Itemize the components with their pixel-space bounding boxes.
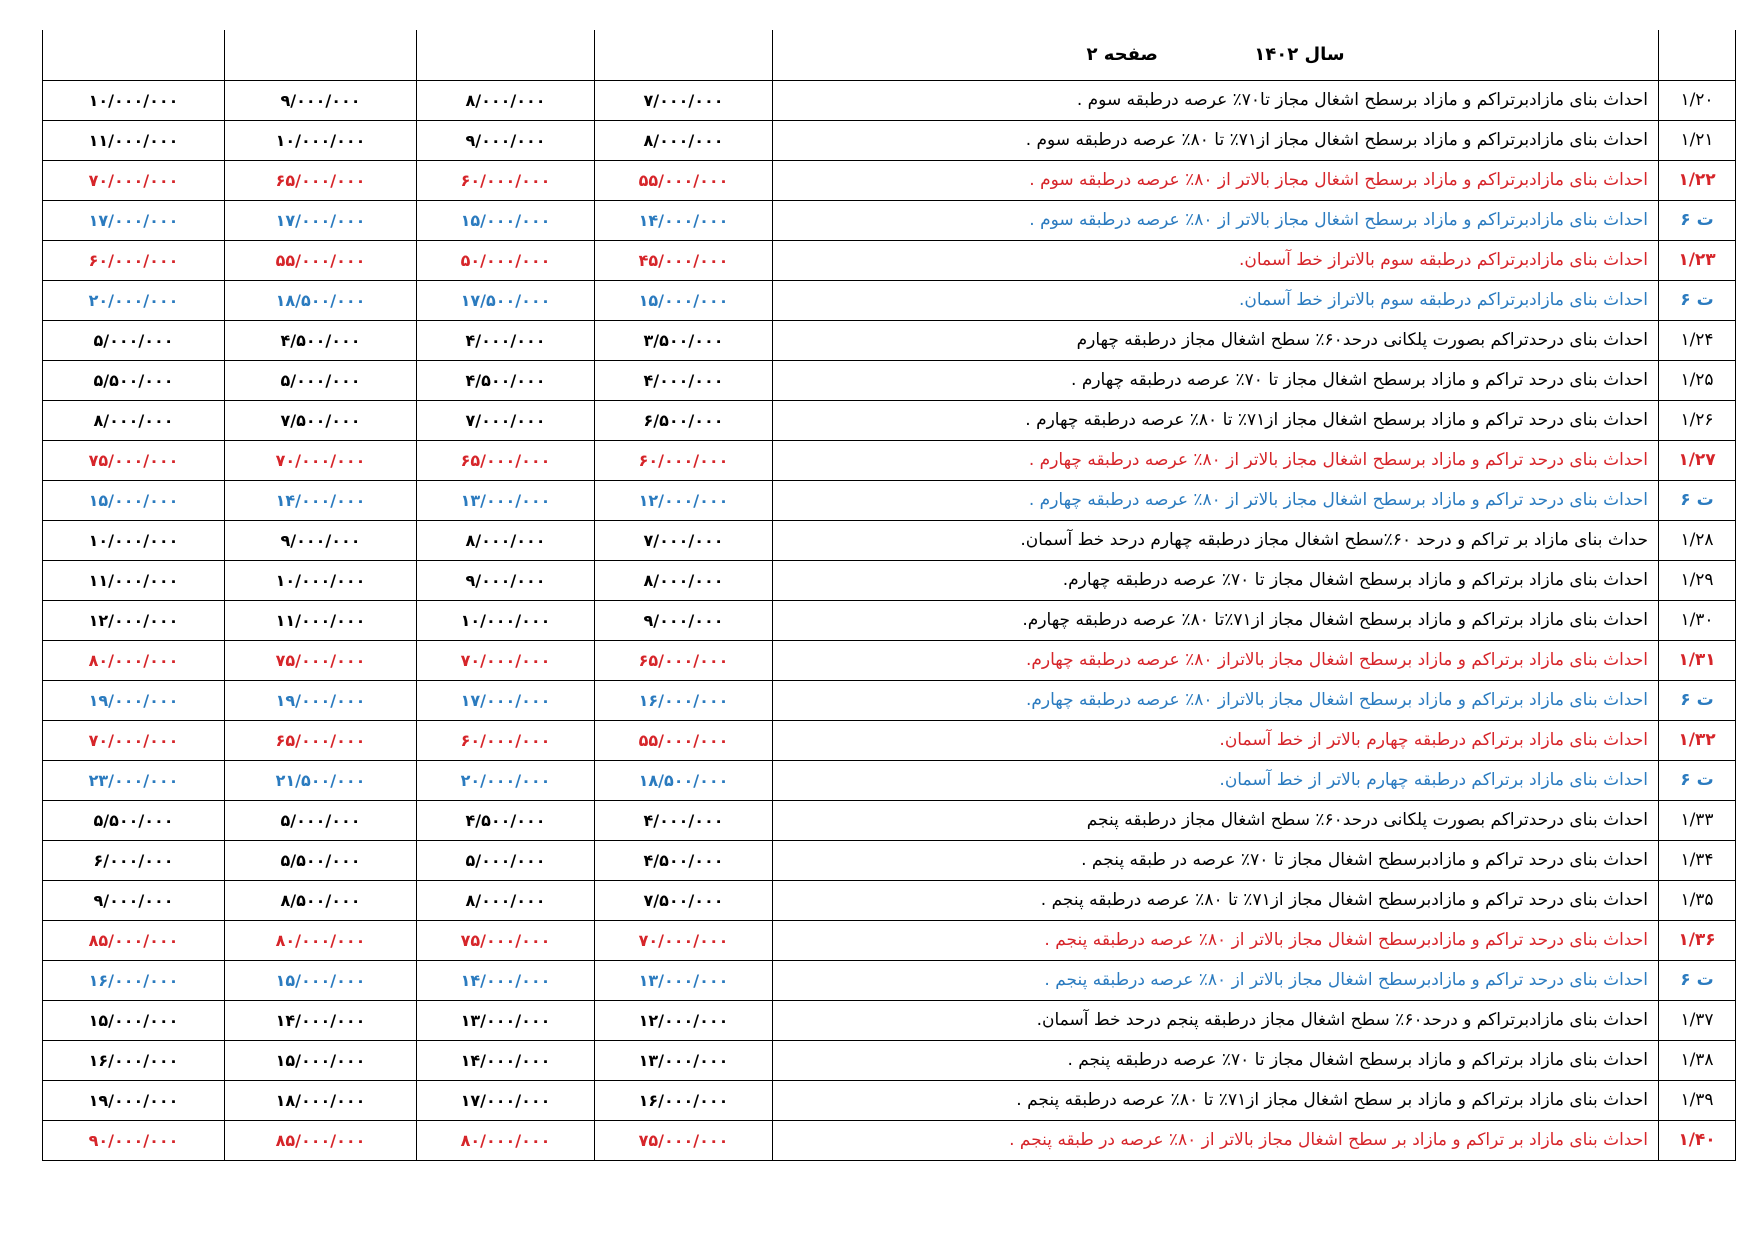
price-tier-1-cell: ۷/۵۰۰/۰۰۰ xyxy=(595,880,773,920)
price-tier-1-cell: ۱۵/۰۰۰/۰۰۰ xyxy=(595,280,773,320)
price-tier-3-cell: ۹/۰۰۰/۰۰۰ xyxy=(225,80,417,120)
price-tier-4-cell: ۹۰/۰۰۰/۰۰۰ xyxy=(43,1120,225,1160)
price-tier-3-cell: ۱۵/۰۰۰/۰۰۰ xyxy=(225,1040,417,1080)
price-tier-3-cell: ۱۸/۵۰۰/۰۰۰ xyxy=(225,280,417,320)
price-tier-2-cell: ۴/۰۰۰/۰۰۰ xyxy=(417,320,595,360)
price-tier-3-cell: ۱۱/۰۰۰/۰۰۰ xyxy=(225,600,417,640)
price-tier-2-cell: ۸۰/۰۰۰/۰۰۰ xyxy=(417,1120,595,1160)
table-row xyxy=(43,920,1736,960)
item-code-cell: ت ۶ xyxy=(1659,280,1736,320)
header-empty-cell xyxy=(1659,30,1736,80)
price-tier-4-cell: ۸۰/۰۰۰/۰۰۰ xyxy=(43,640,225,680)
table-row xyxy=(43,640,1736,680)
table-row xyxy=(43,80,1736,120)
tariff-table-sheet xyxy=(42,30,1735,1161)
price-tier-1-cell: ۳/۵۰۰/۰۰۰ xyxy=(595,320,773,360)
price-tier-2-cell: ۱۷/۵۰۰/۰۰۰ xyxy=(417,280,595,320)
price-tier-3-cell: ۷/۵۰۰/۰۰۰ xyxy=(225,400,417,440)
price-tier-3-cell: ۱۵/۰۰۰/۰۰۰ xyxy=(225,960,417,1000)
table-row xyxy=(43,1120,1736,1160)
description-cell: احداث بنای مازاد برتراکم درطبقه چهارم بالاتر از خط آسمان. xyxy=(773,760,1659,800)
table-row xyxy=(43,280,1736,320)
price-tier-3-cell: ۱۴/۰۰۰/۰۰۰ xyxy=(225,480,417,520)
description-cell: احداث بنای درحد تراکم و مازاد برسطح اشغال مجاز تا ۷۰٪ عرصه درطبقه چهارم . xyxy=(773,360,1659,400)
description-cell: احداث بنای درحد تراکم و مازادبرسطح اشغال مجاز بالاتر از ۸۰٪ عرصه درطبقه پنجم . xyxy=(773,920,1659,960)
item-code-cell: ۱/۴۰ xyxy=(1659,1120,1736,1160)
price-tier-3-cell: ۵/۵۰۰/۰۰۰ xyxy=(225,840,417,880)
price-tier-3-cell: ۹/۰۰۰/۰۰۰ xyxy=(225,520,417,560)
table-row xyxy=(43,840,1736,880)
description-cell: احداث بنای مازادبرتراکم درطبقه سوم بالاتراز خط آسمان. xyxy=(773,240,1659,280)
price-tier-2-cell: ۴/۵۰۰/۰۰۰ xyxy=(417,800,595,840)
price-tier-3-cell: ۲۱/۵۰۰/۰۰۰ xyxy=(225,760,417,800)
item-code-cell: ت ۶ xyxy=(1659,960,1736,1000)
price-tier-1-cell: ۴/۰۰۰/۰۰۰ xyxy=(595,800,773,840)
description-cell: احداث بنای درحد تراکم و مازاد برسطح اشغال مجاز از۷۱٪ تا ۸۰٪ عرصه درطبقه چهارم . xyxy=(773,400,1659,440)
price-tier-3-cell: ۱۷/۰۰۰/۰۰۰ xyxy=(225,200,417,240)
price-tier-4-cell: ۲۳/۰۰۰/۰۰۰ xyxy=(43,760,225,800)
item-code-cell: ۱/۳۶ xyxy=(1659,920,1736,960)
price-tier-2-cell: ۵۰/۰۰۰/۰۰۰ xyxy=(417,240,595,280)
item-code-cell: ۱/۲۱ xyxy=(1659,120,1736,160)
description-cell: حداث بنای مازاد بر تراکم و درحد ۶۰٪سطح اشغال مجاز درطبقه چهارم درحد خط آسمان. xyxy=(773,520,1659,560)
price-tier-3-cell: ۱۰/۰۰۰/۰۰۰ xyxy=(225,120,417,160)
price-tier-2-cell: ۱۳/۰۰۰/۰۰۰ xyxy=(417,1000,595,1040)
table-row xyxy=(43,240,1736,280)
price-tier-1-cell: ۶/۵۰۰/۰۰۰ xyxy=(595,400,773,440)
price-tier-4-cell: ۷۰/۰۰۰/۰۰۰ xyxy=(43,720,225,760)
price-tier-2-cell: ۸/۰۰۰/۰۰۰ xyxy=(417,80,595,120)
table-row xyxy=(43,960,1736,1000)
price-tier-1-cell: ۴/۵۰۰/۰۰۰ xyxy=(595,840,773,880)
description-cell: احداث بنای درحد تراکم و مازادبرسطح اشغال مجاز تا ۷۰٪ عرصه در طبقه پنجم . xyxy=(773,840,1659,880)
price-tier-4-cell: ۱۰/۰۰۰/۰۰۰ xyxy=(43,520,225,560)
tariff-table-body xyxy=(43,30,1736,1160)
price-tier-3-cell: ۱۰/۰۰۰/۰۰۰ xyxy=(225,560,417,600)
price-tier-1-cell: ۱۲/۰۰۰/۰۰۰ xyxy=(595,480,773,520)
description-cell: احداث بنای مازاد برتراکم و مازاد بر سطح اشغال مجاز از۷۱٪ تا ۸۰٪ عرصه درطبقه پنجم . xyxy=(773,1080,1659,1120)
price-tier-3-cell: ۵/۰۰۰/۰۰۰ xyxy=(225,800,417,840)
description-cell: احداث بنای درحدتراکم بصورت پلکانی درحد۶۰٪ سطح اشغال مجاز درطبقه چهارم xyxy=(773,320,1659,360)
table-row xyxy=(43,320,1736,360)
header-empty-cell xyxy=(595,30,773,80)
table-row xyxy=(43,400,1736,440)
item-code-cell: ۱/۳۰ xyxy=(1659,600,1736,640)
price-tier-3-cell: ۵/۰۰۰/۰۰۰ xyxy=(225,360,417,400)
table-row xyxy=(43,1080,1736,1120)
table-row xyxy=(43,360,1736,400)
description-cell: احداث بنای درحد تراکم و مازادبرسطح اشغال مجاز بالاتر از ۸۰٪ عرصه درطبقه پنجم . xyxy=(773,960,1659,1000)
price-tier-4-cell: ۱۶/۰۰۰/۰۰۰ xyxy=(43,1040,225,1080)
item-code-cell: ۱/۳۷ xyxy=(1659,1000,1736,1040)
header-row xyxy=(43,30,1736,80)
item-code-cell: ۱/۲۴ xyxy=(1659,320,1736,360)
price-tier-1-cell: ۱۸/۵۰۰/۰۰۰ xyxy=(595,760,773,800)
price-tier-4-cell: ۵/۰۰۰/۰۰۰ xyxy=(43,320,225,360)
price-tier-2-cell: ۱۵/۰۰۰/۰۰۰ xyxy=(417,200,595,240)
description-cell: احداث بنای مازاد برتراکم و مازاد برسطح اشغال مجاز از۷۱٪تا ۸۰٪ عرصه درطبقه چهارم. xyxy=(773,600,1659,640)
header-page: صفحه ۲ xyxy=(1086,44,1158,66)
description-cell: احداث بنای مازادبرتراکم و درحد۶۰٪ سطح اشغال مجاز درطبقه پنجم درحد خط آسمان. xyxy=(773,1000,1659,1040)
item-code-cell: ۱/۲۲ xyxy=(1659,160,1736,200)
price-tier-3-cell: ۷۰/۰۰۰/۰۰۰ xyxy=(225,440,417,480)
description-cell: احداث بنای مازادبرتراکم و مازاد برسطح اشغال مجاز بالاتر از ۸۰٪ عرصه درطبقه سوم . xyxy=(773,160,1659,200)
price-tier-1-cell: ۹/۰۰۰/۰۰۰ xyxy=(595,600,773,640)
price-tier-2-cell: ۷۵/۰۰۰/۰۰۰ xyxy=(417,920,595,960)
price-tier-2-cell: ۵/۰۰۰/۰۰۰ xyxy=(417,840,595,880)
price-tier-1-cell: ۱۳/۰۰۰/۰۰۰ xyxy=(595,1040,773,1080)
price-tier-4-cell: ۲۰/۰۰۰/۰۰۰ xyxy=(43,280,225,320)
description-cell: احداث بنای درحد تراکم و مازاد برسطح اشغال مجاز بالاتر از ۸۰٪ عرصه درطبقه چهارم . xyxy=(773,480,1659,520)
description-cell: احداث بنای مازاد برتراکم درطبقه چهارم بالاتر از خط آسمان. xyxy=(773,720,1659,760)
description-cell: احداث بنای مازاد برتراکم و مازاد برسطح اشغال مجاز تا ۷۰٪ عرصه درطبقه پنجم . xyxy=(773,1040,1659,1080)
item-code-cell: ۱/۳۳ xyxy=(1659,800,1736,840)
table-row xyxy=(43,480,1736,520)
price-tier-3-cell: ۴/۵۰۰/۰۰۰ xyxy=(225,320,417,360)
price-tier-2-cell: ۱۷/۰۰۰/۰۰۰ xyxy=(417,680,595,720)
description-cell: احداث بنای درحدتراکم بصورت پلکانی درحد۶۰٪ سطح اشغال مجاز درطبقه پنجم xyxy=(773,800,1659,840)
price-tier-4-cell: ۶/۰۰۰/۰۰۰ xyxy=(43,840,225,880)
price-tier-1-cell: ۱۶/۰۰۰/۰۰۰ xyxy=(595,1080,773,1120)
header-empty-cell xyxy=(225,30,417,80)
price-tier-3-cell: ۸/۵۰۰/۰۰۰ xyxy=(225,880,417,920)
item-code-cell: ۱/۲۰ xyxy=(1659,80,1736,120)
price-tier-4-cell: ۱۰/۰۰۰/۰۰۰ xyxy=(43,80,225,120)
table-row xyxy=(43,720,1736,760)
price-tier-3-cell: ۱۴/۰۰۰/۰۰۰ xyxy=(225,1000,417,1040)
table-row xyxy=(43,1040,1736,1080)
price-tier-4-cell: ۱۵/۰۰۰/۰۰۰ xyxy=(43,480,225,520)
price-tier-2-cell: ۹/۰۰۰/۰۰۰ xyxy=(417,560,595,600)
price-tier-2-cell: ۱۰/۰۰۰/۰۰۰ xyxy=(417,600,595,640)
price-tier-1-cell: ۷۵/۰۰۰/۰۰۰ xyxy=(595,1120,773,1160)
table-row xyxy=(43,800,1736,840)
description-cell: احداث بنای مازادبرتراکم درطبقه سوم بالاتراز خط آسمان. xyxy=(773,280,1659,320)
price-tier-2-cell: ۸/۰۰۰/۰۰۰ xyxy=(417,520,595,560)
price-tier-2-cell: ۸/۰۰۰/۰۰۰ xyxy=(417,880,595,920)
price-tier-3-cell: ۱۸/۰۰۰/۰۰۰ xyxy=(225,1080,417,1120)
price-tier-3-cell: ۵۵/۰۰۰/۰۰۰ xyxy=(225,240,417,280)
price-tier-4-cell: ۱۲/۰۰۰/۰۰۰ xyxy=(43,600,225,640)
item-code-cell: ۱/۲۸ xyxy=(1659,520,1736,560)
price-tier-4-cell: ۷۰/۰۰۰/۰۰۰ xyxy=(43,160,225,200)
item-code-cell: ۱/۳۵ xyxy=(1659,880,1736,920)
price-tier-2-cell: ۴/۵۰۰/۰۰۰ xyxy=(417,360,595,400)
price-tier-1-cell: ۸/۰۰۰/۰۰۰ xyxy=(595,560,773,600)
price-tier-2-cell: ۶۵/۰۰۰/۰۰۰ xyxy=(417,440,595,480)
price-tier-4-cell: ۵/۵۰۰/۰۰۰ xyxy=(43,360,225,400)
item-code-cell: ت ۶ xyxy=(1659,680,1736,720)
price-tier-1-cell: ۱۳/۰۰۰/۰۰۰ xyxy=(595,960,773,1000)
price-tier-3-cell: ۷۵/۰۰۰/۰۰۰ xyxy=(225,640,417,680)
price-tier-1-cell: ۶۵/۰۰۰/۰۰۰ xyxy=(595,640,773,680)
item-code-cell: ۱/۲۶ xyxy=(1659,400,1736,440)
price-tier-4-cell: ۱۱/۰۰۰/۰۰۰ xyxy=(43,560,225,600)
table-row xyxy=(43,120,1736,160)
description-cell: احداث بنای مازاد برتراکم و مازاد برسطح اشغال مجاز تا ۷۰٪ عرصه درطبقه چهارم. xyxy=(773,560,1659,600)
price-tier-2-cell: ۶۰/۰۰۰/۰۰۰ xyxy=(417,720,595,760)
description-cell: احداث بنای درحد تراکم و مازادبرسطح اشغال مجاز از۷۱٪ تا ۸۰٪ عرصه درطبقه پنجم . xyxy=(773,880,1659,920)
price-tier-1-cell: ۶۰/۰۰۰/۰۰۰ xyxy=(595,440,773,480)
price-tier-2-cell: ۱۳/۰۰۰/۰۰۰ xyxy=(417,480,595,520)
header-title-cell xyxy=(773,30,1659,80)
price-tier-2-cell: ۱۴/۰۰۰/۰۰۰ xyxy=(417,960,595,1000)
price-tier-2-cell: ۱۴/۰۰۰/۰۰۰ xyxy=(417,1040,595,1080)
price-tier-1-cell: ۷۰/۰۰۰/۰۰۰ xyxy=(595,920,773,960)
price-tier-1-cell: ۱۶/۰۰۰/۰۰۰ xyxy=(595,680,773,720)
table-row xyxy=(43,520,1736,560)
description-cell: احداث بنای مازادبرتراکم و مازاد برسطح اشغال مجاز از۷۱٪ تا ۸۰٪ عرصه درطبقه سوم . xyxy=(773,120,1659,160)
table-row xyxy=(43,200,1736,240)
item-code-cell: ۱/۲۵ xyxy=(1659,360,1736,400)
description-cell: احداث بنای مازادبرتراکم و مازاد برسطح اشغال مجاز تا۷۰٪ عرصه درطبقه سوم . xyxy=(773,80,1659,120)
item-code-cell: ۱/۳۹ xyxy=(1659,1080,1736,1120)
price-tier-1-cell: ۷/۰۰۰/۰۰۰ xyxy=(595,520,773,560)
description-cell: احداث بنای مازاد برتراکم و مازاد برسطح اشغال مجاز بالاتراز ۸۰٪ عرصه درطبقه چهارم. xyxy=(773,640,1659,680)
price-tier-1-cell: ۷/۰۰۰/۰۰۰ xyxy=(595,80,773,120)
price-tier-3-cell: ۸۰/۰۰۰/۰۰۰ xyxy=(225,920,417,960)
price-tier-2-cell: ۲۰/۰۰۰/۰۰۰ xyxy=(417,760,595,800)
table-row xyxy=(43,440,1736,480)
price-tier-1-cell: ۸/۰۰۰/۰۰۰ xyxy=(595,120,773,160)
price-tier-4-cell: ۸/۰۰۰/۰۰۰ xyxy=(43,400,225,440)
header-empty-cell xyxy=(417,30,595,80)
description-cell: احداث بنای مازادبرتراکم و مازاد برسطح اشغال مجاز بالاتر از ۸۰٪ عرصه درطبقه سوم . xyxy=(773,200,1659,240)
item-code-cell: ت ۶ xyxy=(1659,200,1736,240)
price-tier-1-cell: ۴۵/۰۰۰/۰۰۰ xyxy=(595,240,773,280)
item-code-cell: ۱/۲۳ xyxy=(1659,240,1736,280)
table-row xyxy=(43,600,1736,640)
table-row xyxy=(43,760,1736,800)
price-tier-4-cell: ۶۰/۰۰۰/۰۰۰ xyxy=(43,240,225,280)
item-code-cell: ۱/۳۲ xyxy=(1659,720,1736,760)
table-row xyxy=(43,160,1736,200)
price-tier-4-cell: ۱۵/۰۰۰/۰۰۰ xyxy=(43,1000,225,1040)
description-cell: احداث بنای مازاد بر تراکم و مازاد بر سطح اشغال مجاز بالاتر از ۸۰٪ عرصه در طبقه پنجم . xyxy=(773,1120,1659,1160)
tariff-table xyxy=(42,30,1736,1161)
price-tier-4-cell: ۷۵/۰۰۰/۰۰۰ xyxy=(43,440,225,480)
item-code-cell: ۱/۳۴ xyxy=(1659,840,1736,880)
price-tier-4-cell: ۱۷/۰۰۰/۰۰۰ xyxy=(43,200,225,240)
table-row xyxy=(43,880,1736,920)
price-tier-4-cell: ۱۱/۰۰۰/۰۰۰ xyxy=(43,120,225,160)
price-tier-1-cell: ۵۵/۰۰۰/۰۰۰ xyxy=(595,720,773,760)
price-tier-3-cell: ۸۵/۰۰۰/۰۰۰ xyxy=(225,1120,417,1160)
description-cell: احداث بنای درحد تراکم و مازاد برسطح اشغال مجاز بالاتر از ۸۰٪ عرصه درطبقه چهارم . xyxy=(773,440,1659,480)
table-row xyxy=(43,680,1736,720)
price-tier-3-cell: ۶۵/۰۰۰/۰۰۰ xyxy=(225,720,417,760)
price-tier-2-cell: ۱۷/۰۰۰/۰۰۰ xyxy=(417,1080,595,1120)
price-tier-1-cell: ۴/۰۰۰/۰۰۰ xyxy=(595,360,773,400)
item-code-cell: ۱/۲۷ xyxy=(1659,440,1736,480)
price-tier-4-cell: ۱۹/۰۰۰/۰۰۰ xyxy=(43,680,225,720)
price-tier-2-cell: ۶۰/۰۰۰/۰۰۰ xyxy=(417,160,595,200)
price-tier-2-cell: ۷/۰۰۰/۰۰۰ xyxy=(417,400,595,440)
table-row xyxy=(43,560,1736,600)
price-tier-4-cell: ۱۹/۰۰۰/۰۰۰ xyxy=(43,1080,225,1120)
table-row xyxy=(43,1000,1736,1040)
price-tier-2-cell: ۷۰/۰۰۰/۰۰۰ xyxy=(417,640,595,680)
price-tier-4-cell: ۵/۵۰۰/۰۰۰ xyxy=(43,800,225,840)
item-code-cell: ۱/۳۸ xyxy=(1659,1040,1736,1080)
price-tier-4-cell: ۸۵/۰۰۰/۰۰۰ xyxy=(43,920,225,960)
price-tier-4-cell: ۱۶/۰۰۰/۰۰۰ xyxy=(43,960,225,1000)
price-tier-1-cell: ۵۵/۰۰۰/۰۰۰ xyxy=(595,160,773,200)
price-tier-1-cell: ۱۲/۰۰۰/۰۰۰ xyxy=(595,1000,773,1040)
item-code-cell: ت ۶ xyxy=(1659,480,1736,520)
header-year: سال ۱۴۰۲ xyxy=(1254,44,1345,66)
item-code-cell: ۱/۳۱ xyxy=(1659,640,1736,680)
description-cell: احداث بنای مازاد برتراکم و مازاد برسطح اشغال مجاز بالاتراز ۸۰٪ عرصه درطبقه چهارم. xyxy=(773,680,1659,720)
header-empty-cell xyxy=(43,30,225,80)
price-tier-1-cell: ۱۴/۰۰۰/۰۰۰ xyxy=(595,200,773,240)
price-tier-4-cell: ۹/۰۰۰/۰۰۰ xyxy=(43,880,225,920)
price-tier-3-cell: ۶۵/۰۰۰/۰۰۰ xyxy=(225,160,417,200)
item-code-cell: ۱/۲۹ xyxy=(1659,560,1736,600)
price-tier-3-cell: ۱۹/۰۰۰/۰۰۰ xyxy=(225,680,417,720)
item-code-cell: ت ۶ xyxy=(1659,760,1736,800)
price-tier-2-cell: ۹/۰۰۰/۰۰۰ xyxy=(417,120,595,160)
